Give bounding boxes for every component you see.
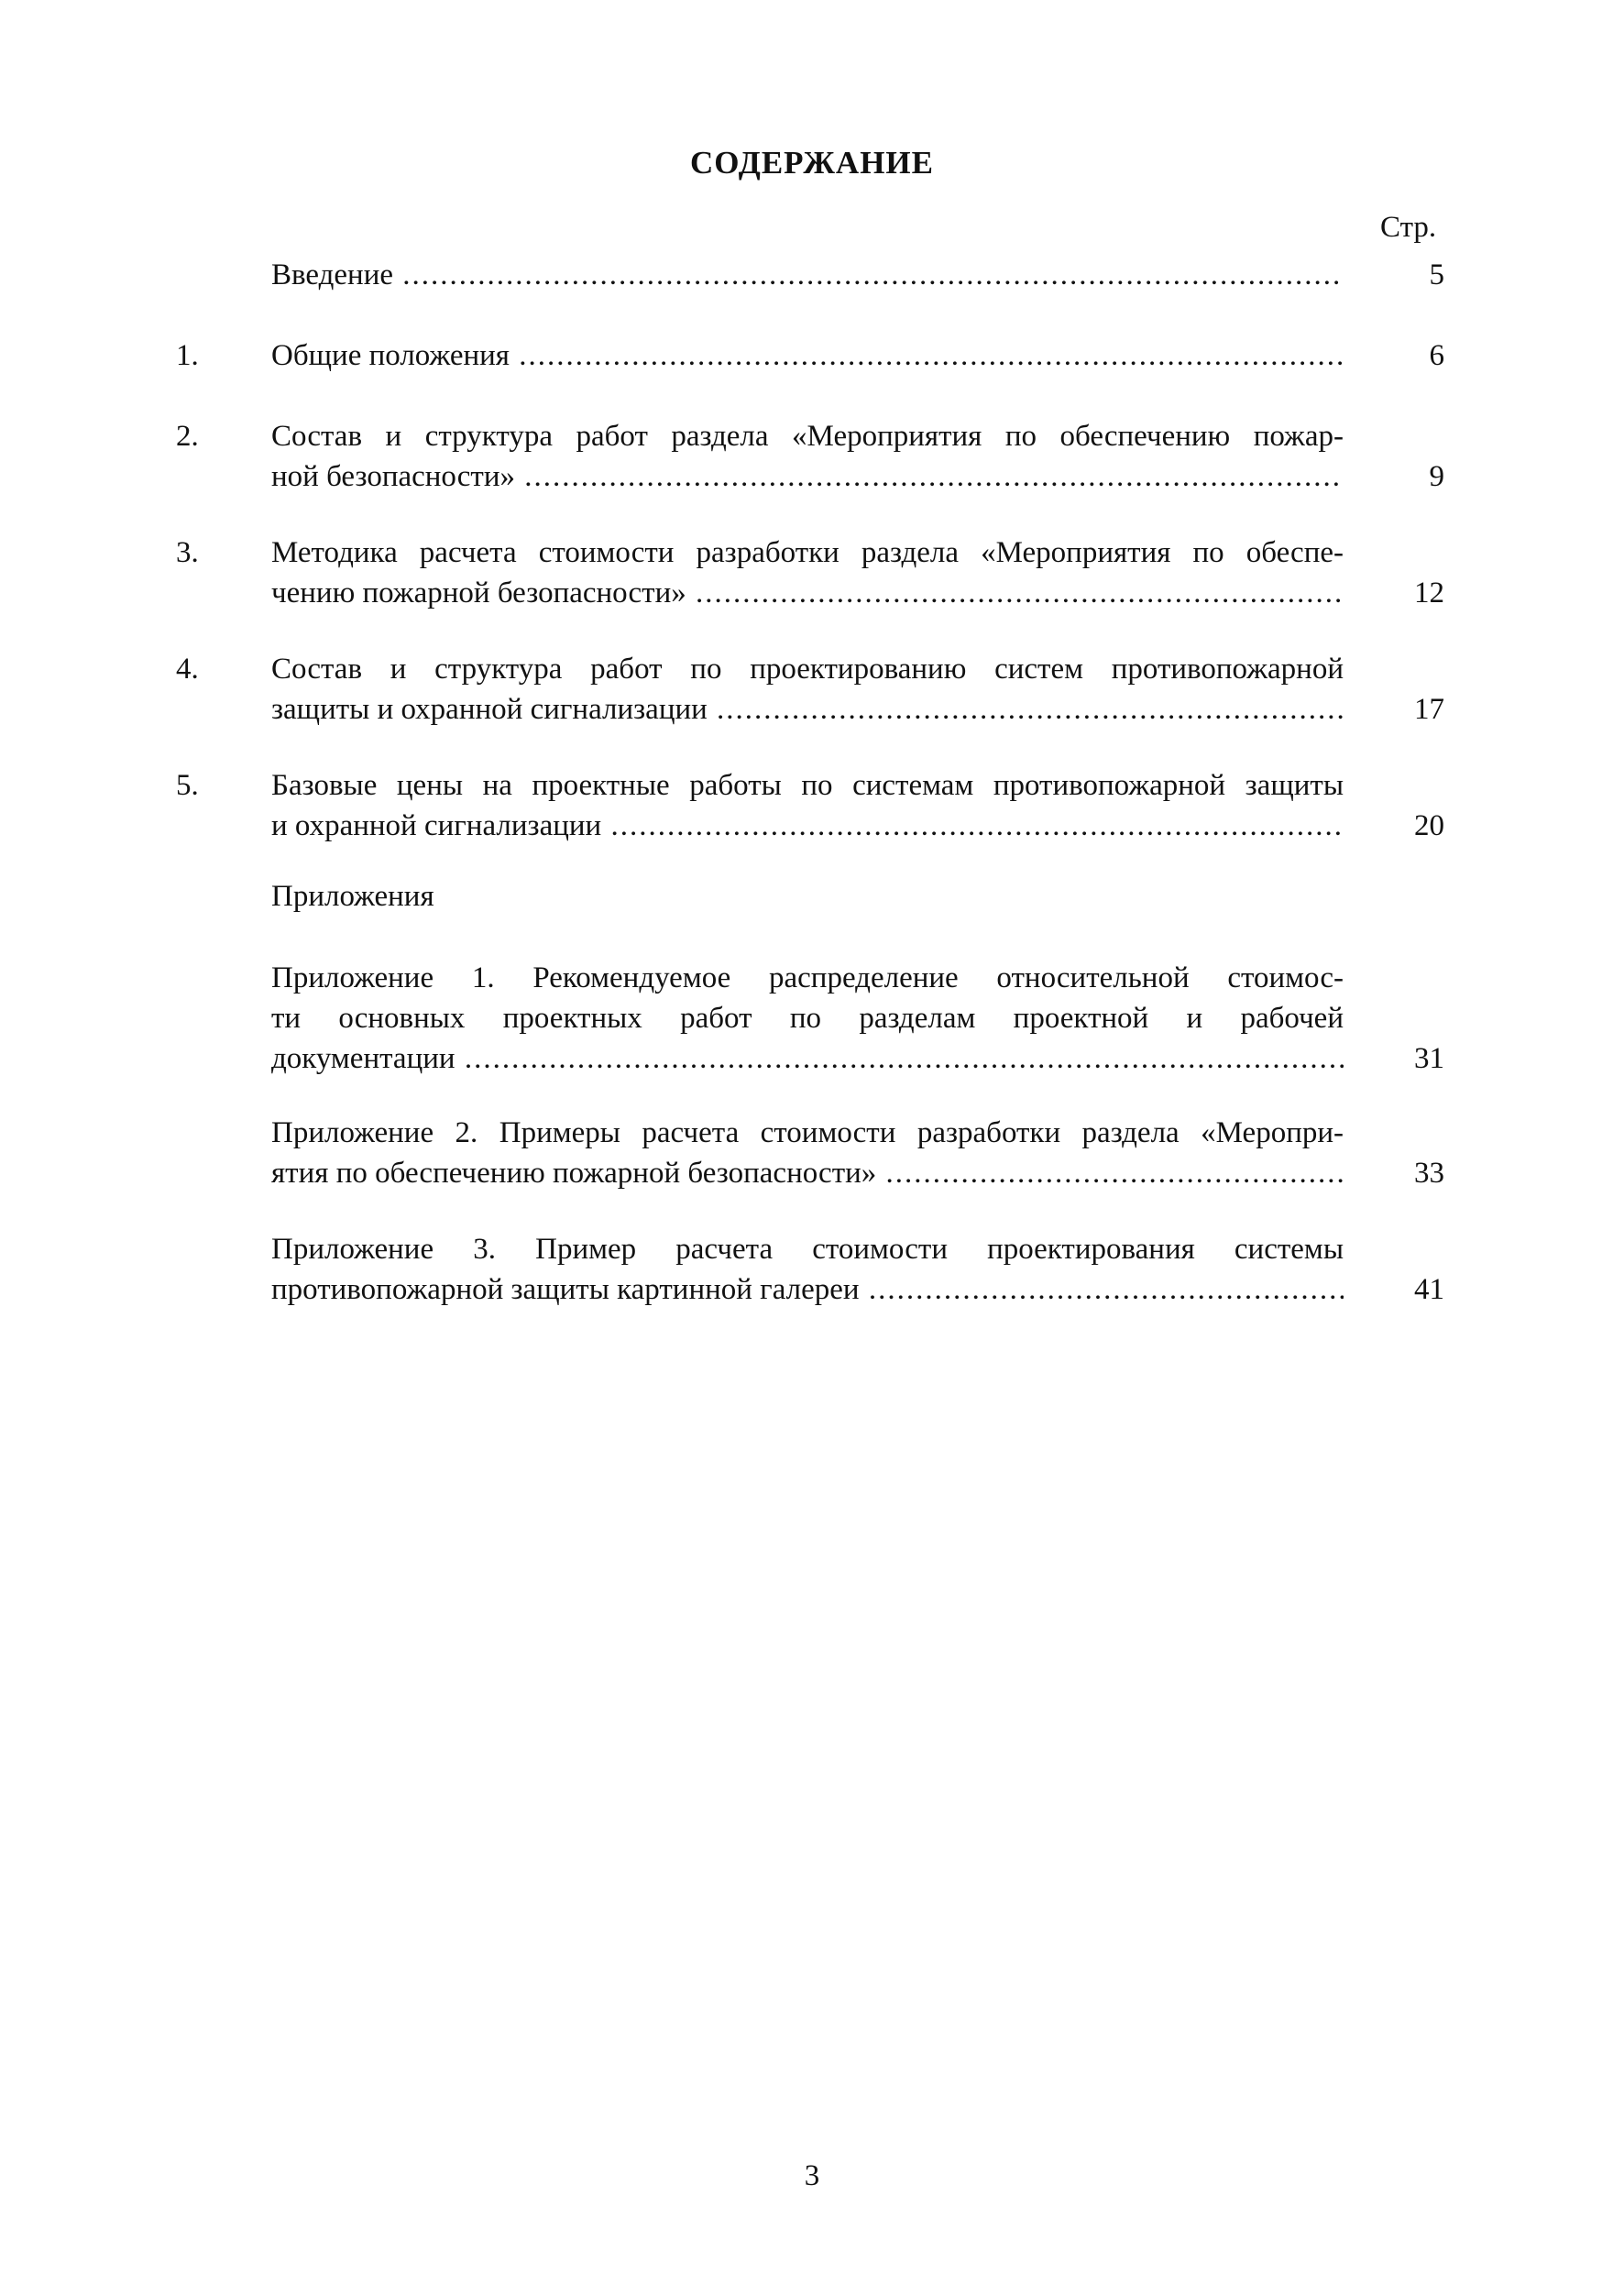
toc-entry-line: и охранной сигнализации ..... [271, 806, 1344, 846]
toc-entry-number: 4. [176, 653, 199, 686]
toc-entry-line: ной безопасности» ..... [271, 456, 1344, 497]
toc-entry-page: 33 [1414, 1157, 1444, 1190]
toc-entry-line: ятия по обеспечению пожарной безопасности» ..... [271, 1153, 1344, 1193]
toc-entry-line: ти основных проектных работ по разделам проектной и рабочей [271, 1002, 1344, 1035]
toc-entry-text [271, 533, 1344, 613]
toc-entry-line: чению пожарной безопасности» ..... [271, 573, 1344, 613]
toc-entry-line: Введение ..... [271, 255, 1344, 295]
toc-entry-line: Состав и структура работ раздела «Мероприятия по обеспечению пожар- [271, 420, 1344, 453]
toc-entry-page: 5 [1429, 258, 1444, 291]
toc-entry-text [271, 1229, 1344, 1310]
toc-entry-number: 3. [176, 536, 199, 569]
toc-entry-line: Общие положения ..... [271, 335, 1344, 376]
toc-entry-page: 6 [1429, 339, 1444, 372]
toc-entry-text [271, 958, 1344, 1079]
toc-entry-page: 9 [1429, 460, 1444, 493]
toc-entry-line: документации ..... [271, 1038, 1344, 1079]
appendices-heading: Приложения [271, 880, 434, 913]
toc-entry-line: Состав и структура работ по проектированию систем противопожарной [271, 653, 1344, 686]
toc-entry-line: Приложение 3. Пример расчета стоимости проектирования системы [271, 1233, 1344, 1266]
toc-entry-text [271, 1113, 1344, 1193]
toc-entry-page: 41 [1414, 1273, 1444, 1306]
toc-entry-page: 12 [1414, 576, 1444, 609]
toc-entry-line: Методика расчета стоимости разработки раздела «Мероприятия по обеспе- [271, 536, 1344, 569]
toc-entry-text [271, 416, 1344, 497]
toc-entry-text [271, 255, 1344, 295]
toc-entry-number: 2. [176, 420, 199, 453]
page-column-header: Стр. [1380, 211, 1437, 244]
toc-entry-number: 1. [176, 339, 199, 372]
toc-entry-number: 5. [176, 769, 199, 802]
toc-entry-line: защиты и охранной сигнализации ..... [271, 689, 1344, 730]
page-number: 3 [804, 2159, 820, 2192]
toc-entry-page: 20 [1414, 809, 1444, 842]
toc-entry-page: 17 [1414, 693, 1444, 726]
toc-entry-line: Базовые цены на проектные работы по системам противопожарной защиты [271, 769, 1344, 802]
toc-entry-line: Приложение 1. Рекомендуемое распределение относительной стоимос- [271, 961, 1344, 994]
toc-entry-line: противопожарной защиты картинной галереи ..... [271, 1269, 1344, 1310]
toc-entry-text [271, 765, 1344, 846]
toc-entry-text [271, 649, 1344, 730]
toc-entry-page: 31 [1414, 1042, 1444, 1075]
toc-entry-text [271, 335, 1344, 376]
toc-entry-line: Приложение 2. Примеры расчета стоимости разработки раздела «Меропри- [271, 1116, 1344, 1149]
document-title: СОДЕРЖАНИЕ [689, 145, 934, 181]
